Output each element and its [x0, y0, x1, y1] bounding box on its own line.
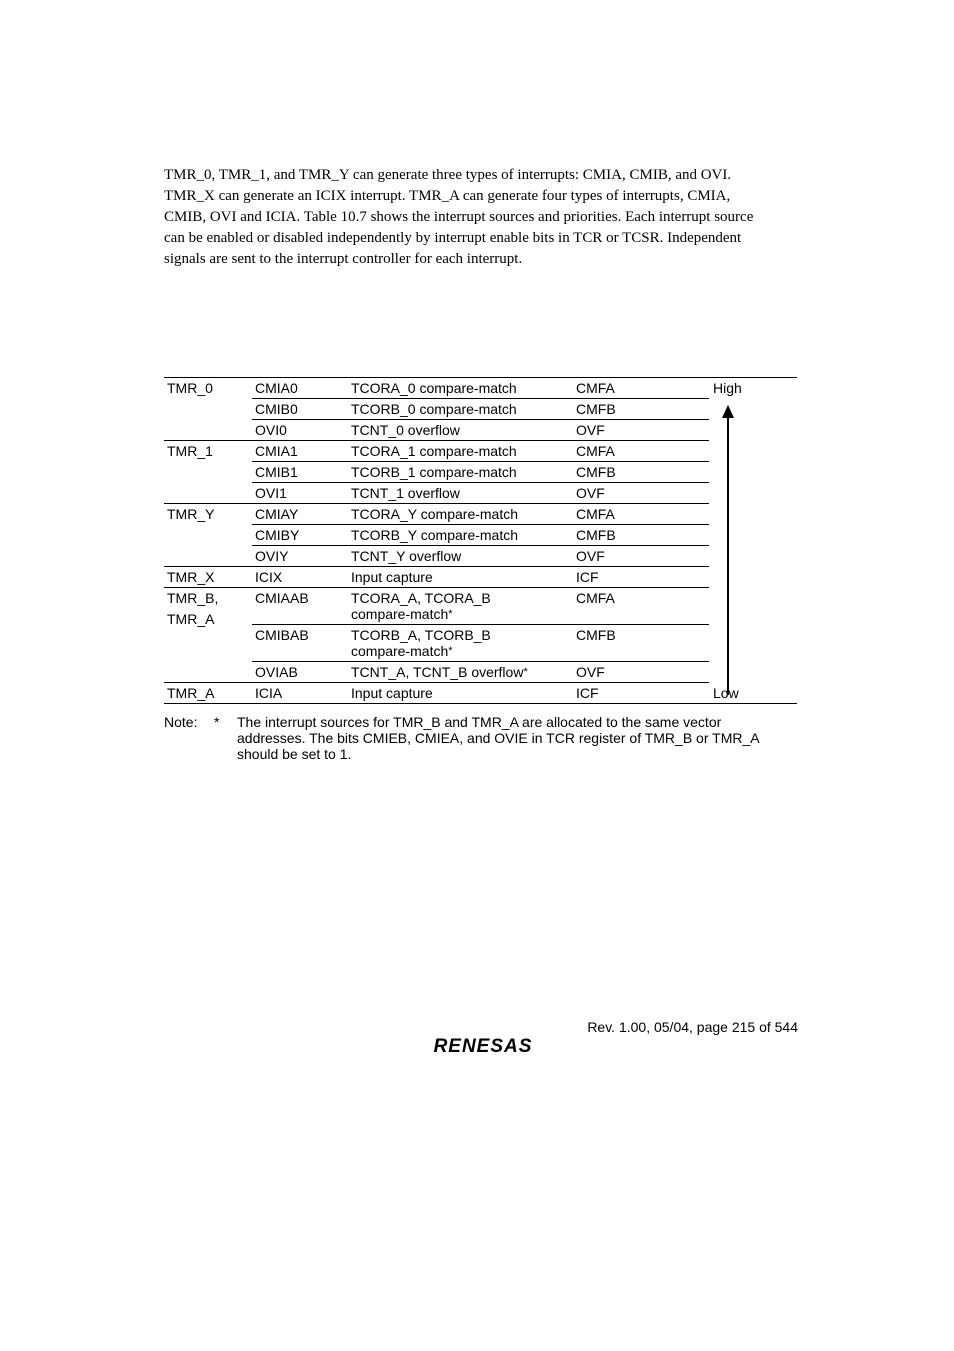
source-cell: ICIA [252, 683, 348, 704]
flag-cell: OVF [573, 420, 709, 441]
note-label: Note: [164, 714, 198, 730]
source-cell: CMIA0 [252, 378, 348, 399]
channel-line: TMR_B, [167, 590, 219, 606]
table-row [164, 399, 797, 420]
channel-cell [164, 588, 252, 683]
note-line: addresses. The bits CMIEB, CMIEA, and OVIE in TCR register of TMR_B or TMR_A [237, 730, 760, 746]
flag-cell: CMFA [573, 378, 709, 399]
priority-arrow-icon [720, 405, 736, 695]
note-text [237, 714, 797, 762]
desc-cell: TCORB_Y compare-match [348, 525, 573, 546]
desc-cell: TCNT_0 overflow [348, 420, 573, 441]
channel-cell: TMR_0 [164, 378, 252, 441]
desc-line [351, 643, 573, 659]
desc-cell: Input capture [348, 567, 573, 588]
desc-cell [348, 625, 573, 662]
desc-cell: TCORB_0 compare-match [348, 399, 573, 420]
desc-text: TCNT_A, TCNT_B overflow [351, 664, 524, 680]
desc-line [351, 606, 573, 622]
desc-text: compare-match [351, 643, 449, 659]
priority-high: High [709, 378, 797, 399]
renesas-logo-icon [424, 1033, 542, 1057]
flag-cell: CMFA [573, 441, 709, 462]
paragraph-line: signals are sent to the interrupt controller for each interrupt. [164, 251, 523, 267]
channel-cell: TMR_Y [164, 504, 252, 567]
note-line: should be set to 1. [237, 746, 352, 762]
desc-cell [348, 588, 573, 625]
body-paragraph [164, 165, 804, 270]
desc-cell: TCORA_1 compare-match [348, 441, 573, 462]
flag-cell: OVF [573, 662, 709, 683]
desc-cell [348, 662, 573, 683]
table-row [164, 525, 797, 546]
flag-cell: CMFA [573, 504, 709, 525]
footnote-star: * [448, 645, 453, 657]
source-cell: ICIX [252, 567, 348, 588]
table-row [164, 504, 797, 525]
source-cell: CMIAAB [252, 588, 348, 625]
table-row [164, 546, 797, 567]
desc-text: compare-match [351, 606, 449, 622]
footnote-star: * [523, 666, 528, 678]
desc-cell: TCNT_Y overflow [348, 546, 573, 567]
footnote-star: * [448, 608, 453, 620]
source-cell: CMIB0 [252, 399, 348, 420]
note-line: The interrupt sources for TMR_B and TMR_A are allocated to the same vector [237, 714, 722, 730]
source-cell: OVIY [252, 546, 348, 567]
table-row [164, 462, 797, 483]
channel-cell: TMR_A [164, 683, 252, 704]
flag-cell: CMFB [573, 525, 709, 546]
source-cell: OVI1 [252, 483, 348, 504]
desc-cell: Input capture [348, 683, 573, 704]
flag-cell: CMFB [573, 399, 709, 420]
table-row [164, 588, 797, 625]
flag-cell: ICF [573, 683, 709, 704]
channel-cell: TMR_1 [164, 441, 252, 504]
table-row [164, 378, 797, 399]
note-mark: * [214, 714, 220, 730]
logo-text: RENESAS [433, 1036, 533, 1057]
desc-cell: TCORA_Y compare-match [348, 504, 573, 525]
source-cell: CMIAY [252, 504, 348, 525]
desc-line: TCORB_A, TCORB_B [351, 627, 491, 643]
flag-cell: CMFB [573, 625, 709, 662]
source-cell: CMIBY [252, 525, 348, 546]
paragraph-line: can be enabled or disabled independently by interrupt enable bits in TCR or TCSR. Independent [164, 230, 742, 246]
paragraph-line: TMR_X can generate an ICIX interrupt. TMR_A can generate four types of interrupts, CMIA, [164, 188, 731, 204]
desc-cell: TCORA_0 compare-match [348, 378, 573, 399]
flag-cell: ICF [573, 567, 709, 588]
flag-cell: CMFA [573, 588, 709, 625]
table-row [164, 420, 797, 441]
source-cell: OVI0 [252, 420, 348, 441]
table-row [164, 567, 797, 588]
flag-cell: OVF [573, 483, 709, 504]
paragraph-line: TMR_0, TMR_1, and TMR_Y can generate three types of interrupts: CMIA, CMIB, and OVI. [164, 167, 732, 183]
source-cell: OVIAB [252, 662, 348, 683]
table-row [164, 441, 797, 462]
source-cell: CMIB1 [252, 462, 348, 483]
table-row [164, 625, 797, 662]
paragraph-line: CMIB, OVI and ICIA. Table 10.7 shows the interrupt sources and priorities. Each interrupt source [164, 209, 754, 225]
channel-line: TMR_A [167, 611, 215, 627]
channel-cell: TMR_X [164, 567, 252, 588]
table-row [164, 683, 797, 704]
interrupt-table [164, 377, 797, 704]
source-cell: CMIBAB [252, 625, 348, 662]
priority-low: Low [709, 683, 797, 704]
desc-cell: TCNT_1 overflow [348, 483, 573, 504]
flag-cell: OVF [573, 546, 709, 567]
table-row [164, 483, 797, 504]
flag-cell: CMFB [573, 462, 709, 483]
desc-line: TCORA_A, TCORA_B [351, 590, 491, 606]
source-cell: CMIA1 [252, 441, 348, 462]
page-footer: Rev. 1.00, 05/04, page 215 of 544 [587, 1019, 798, 1035]
desc-cell: TCORB_1 compare-match [348, 462, 573, 483]
table-row [164, 662, 797, 683]
